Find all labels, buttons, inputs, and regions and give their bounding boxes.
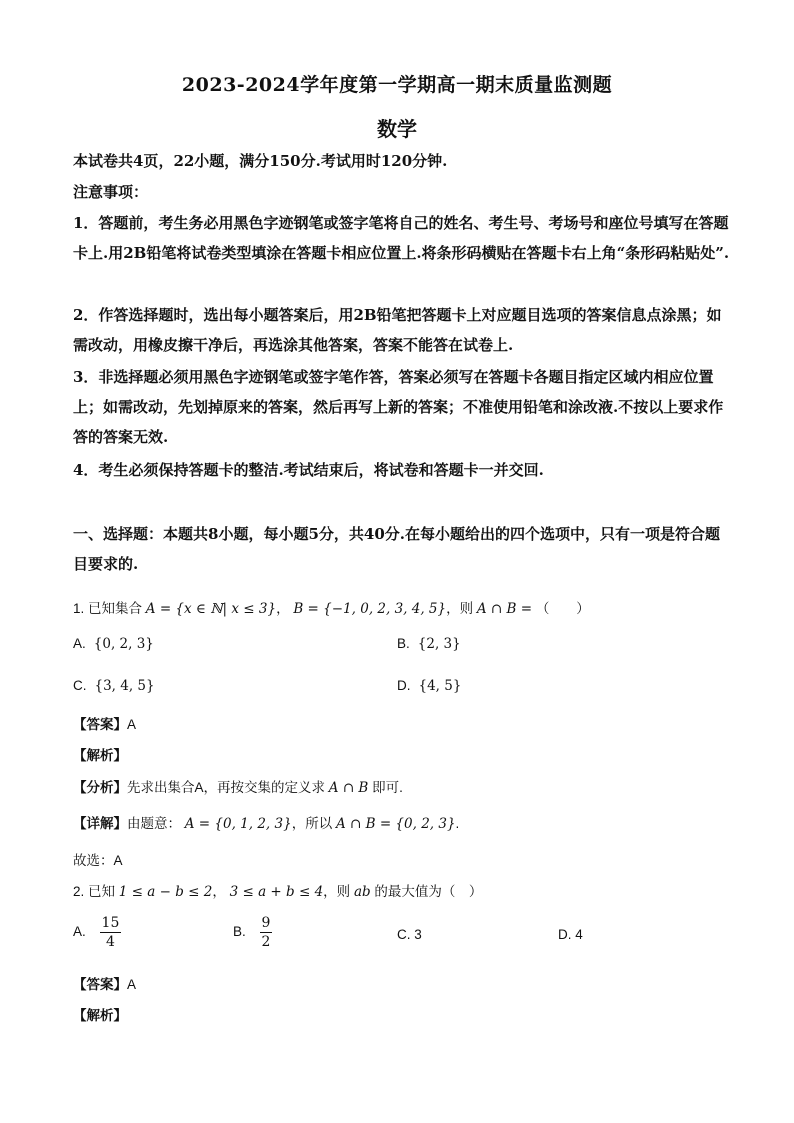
question-2-expr: ab [353,884,371,900]
q1-fenxi-tag: 【分析】 [73,780,127,795]
q1-detail [73,812,459,832]
section-heading: 一、选择题：本题共8小题，每小题5分，共40分.在每小题给出的四个选项中，只有一项是符合题目要求的. [73,525,720,573]
q2-option-a-letter: A. [73,924,86,940]
q2-option-d-value: 4 [575,927,583,942]
q1-option-c-value: {3, 4, 5} [94,678,155,694]
q1-answer-value: A [127,717,137,732]
question-2-suffix: 的最大值为（ ） [374,884,483,899]
q1-option-a-letter: A. [73,636,86,651]
q1-analysis-tag: 【解析】 [73,748,127,763]
q2-answer-tag: 【答案】 [73,977,127,992]
question-1-set-b: B = {−1, 0, 2, 3, 4, 5} [293,601,447,617]
note-1: 1．答题前，考生务必用黑色字迹钢笔或签字笔将自己的姓名、考生号、考场号和座位号填写在答题卡上.用2B铅笔将试卷类型填涂在答题卡相应位置上.将条形码横贴在答题卡右上角“条形码粘贴处”. [73,214,730,262]
q2-option-b-letter: B. [233,924,246,940]
q2-option-c-value: 3 [414,927,422,942]
question-1-paren: （ ） [535,601,590,616]
question-2-mid: ，则 [323,884,351,899]
question-1-then: ，则 [446,601,474,616]
q2-option-c-letter: C. [397,927,411,942]
q1-fenxi [73,776,403,796]
q1-option-c-letter: C. [73,678,87,693]
q2-option-b [233,914,272,951]
q1-option-d-value: {4, 5} [418,678,462,694]
q2-answer [73,973,136,993]
q1-answer [73,713,136,733]
question-1 [73,597,590,617]
q1-option-b [397,636,461,652]
subject-title: 数学 [377,117,417,141]
q1-choose: 故选：A [73,853,123,868]
note-3: 3．非选择题必须用黑色字迹钢笔或签字笔作答，答案必须写在答题卡各题目指定区域内相应位置上；如需改动，先划掉原来的答案，然后再写上新的答案；不准使用铅笔和涂改液.不按以上要求作答的答案无效. [73,368,724,446]
q1-option-c [73,678,155,694]
q2-answer-value: A [127,977,137,992]
question-2-cond-2: 3 ≤ a + b ≤ 4 [229,884,324,900]
q1-option-d [397,678,461,694]
note-4: 4．考生必须保持答题卡的整洁.考试结束后，将试卷和答题卡一并交回. [73,461,544,479]
question-2-comma: ， [212,884,226,899]
q2-option-a [73,914,121,951]
q1-option-d-letter: D. [397,678,411,693]
question-2-cond-1: 1 ≤ a − b ≤ 2 [118,884,213,900]
q2-option-b-fraction [260,914,273,951]
q1-detail-period: . [455,816,460,831]
q2-option-d [558,927,583,942]
question-2 [73,880,482,900]
question-1-set-a: A = {x ∈ ℕ| x ≤ 3} [145,601,277,617]
q1-option-b-value: {2, 3} [417,636,461,652]
q2-option-a-denominator: 4 [105,934,115,950]
q1-detail-expr-a: A = {0, 1, 2, 3} [184,816,292,832]
q1-option-a-value: {0, 2, 3} [93,636,154,652]
question-1-comma: ， [276,601,290,616]
notes-heading: 注意事项： [73,183,149,201]
q1-fenxi-expr: A ∩ B [328,780,369,796]
question-1-expr: A ∩ B = [476,601,533,617]
q1-detail-expr-ab: A ∩ B = {0, 2, 3} [335,816,456,832]
q2-analysis-tag: 【解析】 [73,1008,127,1023]
exam-info: 本试卷共4页，22小题，满分150分.考试用时120分钟. [73,152,448,170]
q2-option-a-fraction [100,914,122,951]
question-2-prefix: 2. 已知 [73,884,116,899]
q1-fenxi-text: 先求出集合A，再按交集的定义求 [127,780,326,795]
q1-option-b-letter: B. [397,636,410,651]
note-2: 2．作答选择题时，选出每小题答案后，用2B铅笔把答题卡上对应题目选项的答案信息点涂黑；如需改动，用橡皮擦干净后，再选涂其他答案，答案不能答在试卷上. [73,306,722,354]
q1-fenxi-tail: 即可. [372,780,403,795]
q2-option-b-denominator: 2 [261,934,271,950]
q1-answer-tag: 【答案】 [73,717,127,732]
q1-detail-tag: 【详解】 [73,816,127,831]
q2-option-d-letter: D. [558,927,572,942]
q2-option-c [397,927,422,942]
question-1-prefix: 1. 已知集合 [73,601,143,616]
q2-option-a-numerator: 15 [101,915,120,931]
page-title: 2023-2024学年度第一学期高一期末质量监测题 [181,74,613,96]
q1-detail-so: ，所以 [291,816,333,831]
q1-detail-text: 由题意： [127,816,181,831]
q1-option-a [73,636,154,652]
q2-option-b-numerator: 9 [261,915,271,931]
